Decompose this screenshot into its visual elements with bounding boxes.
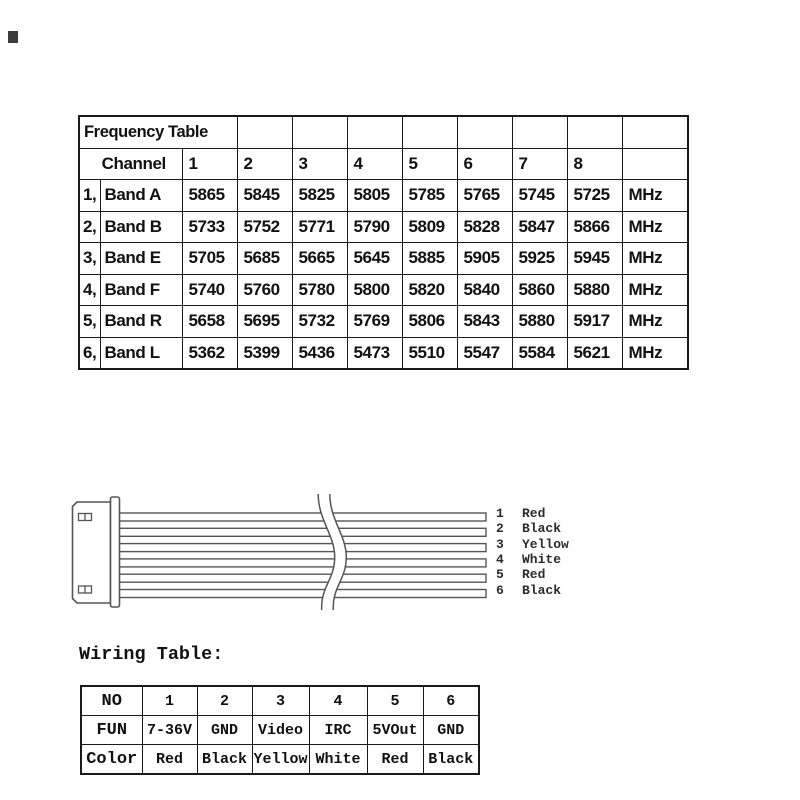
wire-number: 4 (496, 551, 504, 567)
freq-cell: 5905 (457, 243, 512, 275)
wiring-cell: Black (197, 745, 252, 775)
freq-cell: 5828 (457, 211, 512, 243)
wiring-cell: Red (142, 745, 197, 775)
wiring-cell: Video (252, 716, 309, 745)
freq-cell: 5658 (182, 306, 237, 338)
empty-cell (347, 116, 402, 148)
channel-number-cell: 2 (237, 148, 292, 180)
wiring-table-title: Wiring Table: (79, 644, 224, 665)
wiring-cell: 2 (197, 686, 252, 716)
channel-number-cell: 5 (402, 148, 457, 180)
wiring-cell: IRC (309, 716, 367, 745)
wiring-cell: 7-36V (142, 716, 197, 745)
empty-cell (237, 116, 292, 148)
row-number-cell: 3, (79, 243, 100, 275)
freq-cell: 5865 (182, 180, 237, 212)
table-row (79, 337, 688, 369)
freq-cell: 5880 (512, 306, 567, 338)
freq-cell: 5695 (237, 306, 292, 338)
channel-number-cell: 3 (292, 148, 347, 180)
frequency-table-title: Frequency Table (79, 116, 237, 148)
channel-header: Channel (79, 148, 182, 180)
channel-number-cell: 8 (567, 148, 622, 180)
wire-line (115, 559, 486, 567)
band-name-cell: Band B (100, 211, 182, 243)
connector-hole (79, 514, 92, 521)
wire-line (115, 528, 486, 536)
freq-cell: 5843 (457, 306, 512, 338)
wiring-cell: White (309, 745, 367, 775)
wiring-cell: 6 (423, 686, 479, 716)
wire-label (494, 583, 561, 597)
band-name-cell: Band E (100, 243, 182, 275)
connector-flange (111, 497, 120, 607)
freq-cell: 5809 (402, 211, 457, 243)
wiring-cell: 3 (252, 686, 309, 716)
freq-cell: 5860 (512, 274, 567, 306)
freq-cell: 5866 (567, 211, 622, 243)
cable-diagram (60, 480, 490, 620)
wiring-cell: GND (197, 716, 252, 745)
freq-cell: 5806 (402, 306, 457, 338)
empty-cell (457, 116, 512, 148)
table-row (79, 180, 688, 212)
wire-label (494, 552, 561, 566)
table-row (79, 148, 688, 180)
freq-cell: 5769 (347, 306, 402, 338)
wire-label (494, 521, 561, 535)
freq-cell: 5785 (402, 180, 457, 212)
unit-cell: MHz (622, 337, 688, 369)
row-number-cell: 5, (79, 306, 100, 338)
unit-cell: MHz (622, 211, 688, 243)
corner-artifact (8, 31, 18, 43)
freq-cell: 5725 (567, 180, 622, 212)
freq-cell: 5790 (347, 211, 402, 243)
table-row (79, 116, 688, 148)
wiring-cell: GND (423, 716, 479, 745)
freq-cell: 5473 (347, 337, 402, 369)
wiring-row-label: FUN (81, 716, 142, 745)
freq-cell: 5685 (237, 243, 292, 275)
freq-cell: 5621 (567, 337, 622, 369)
row-number-cell: 4, (79, 274, 100, 306)
empty-cell (402, 116, 457, 148)
band-name-cell: Band A (100, 180, 182, 212)
wiring-cell: 5 (367, 686, 423, 716)
band-name-cell: Band R (100, 306, 182, 338)
row-number-cell: 2, (79, 211, 100, 243)
wire-label (494, 567, 545, 581)
connector-hole (79, 586, 92, 593)
freq-cell: 5733 (182, 211, 237, 243)
wire-line (115, 590, 486, 598)
wire-color: Yellow (522, 536, 569, 552)
band-name-cell: Band L (100, 337, 182, 369)
unit-cell: MHz (622, 180, 688, 212)
freq-cell: 5436 (292, 337, 347, 369)
freq-cell: 5399 (237, 337, 292, 369)
table-row (79, 274, 688, 306)
wire-line (115, 544, 486, 552)
freq-cell: 5745 (512, 180, 567, 212)
wiring-table (80, 685, 480, 775)
row-number-cell: 6, (79, 337, 100, 369)
unit-cell: MHz (622, 274, 688, 306)
freq-cell: 5752 (237, 211, 292, 243)
freq-cell: 5825 (292, 180, 347, 212)
wire-label (494, 506, 545, 520)
wire-color: Red (522, 505, 546, 521)
freq-cell: 5840 (457, 274, 512, 306)
wire-line (115, 574, 486, 582)
empty-cell (567, 116, 622, 148)
freq-cell: 5771 (292, 211, 347, 243)
freq-cell: 5705 (182, 243, 237, 275)
freq-cell: 5805 (347, 180, 402, 212)
empty-cell (292, 116, 347, 148)
freq-cell: 5584 (512, 337, 567, 369)
unit-cell: MHz (622, 306, 688, 338)
wire-number: 1 (496, 505, 504, 521)
wire-color: Black (522, 520, 562, 536)
table-row (81, 686, 479, 716)
freq-cell: 5665 (292, 243, 347, 275)
freq-cell: 5780 (292, 274, 347, 306)
freq-cell: 5847 (512, 211, 567, 243)
wire-line (115, 513, 486, 521)
wire-color: Black (522, 582, 562, 598)
table-row (81, 745, 479, 775)
freq-cell: 5510 (402, 337, 457, 369)
wiring-cell: 4 (309, 686, 367, 716)
wiring-cell: Black (423, 745, 479, 775)
table-row (81, 716, 479, 745)
band-name-cell: Band F (100, 274, 182, 306)
wiring-row-label: NO (81, 686, 142, 716)
wire-number: 5 (496, 566, 504, 582)
wire-color: Red (522, 566, 546, 582)
unit-cell: MHz (622, 243, 688, 275)
freq-cell: 5547 (457, 337, 512, 369)
freq-cell: 5925 (512, 243, 567, 275)
channel-number-cell: 4 (347, 148, 402, 180)
cable-drawing (73, 494, 487, 610)
table-row (79, 243, 688, 275)
frequency-table (78, 115, 689, 370)
wiring-cell: Yellow (252, 745, 309, 775)
empty-cell (622, 116, 688, 148)
freq-cell: 5765 (457, 180, 512, 212)
wire-number: 6 (496, 582, 504, 598)
wire-color: White (522, 551, 562, 567)
freq-cell: 5945 (567, 243, 622, 275)
freq-cell: 5885 (402, 243, 457, 275)
freq-cell: 5917 (567, 306, 622, 338)
freq-cell: 5760 (237, 274, 292, 306)
wiring-cell: 5VOut (367, 716, 423, 745)
table-row (79, 306, 688, 338)
wiring-row-label: Color (81, 745, 142, 775)
wiring-cell: 1 (142, 686, 197, 716)
freq-cell: 5740 (182, 274, 237, 306)
empty-cell (512, 116, 567, 148)
row-number-cell: 1, (79, 180, 100, 212)
freq-cell: 5880 (567, 274, 622, 306)
freq-cell: 5645 (347, 243, 402, 275)
empty-cell (622, 148, 688, 180)
freq-cell: 5732 (292, 306, 347, 338)
wiring-cell: Red (367, 745, 423, 775)
wire-number: 3 (496, 536, 504, 552)
channel-number-cell: 7 (512, 148, 567, 180)
freq-cell: 5820 (402, 274, 457, 306)
table-row (79, 211, 688, 243)
channel-number-cell: 1 (182, 148, 237, 180)
freq-cell: 5362 (182, 337, 237, 369)
wire-number: 2 (496, 520, 504, 536)
freq-cell: 5845 (237, 180, 292, 212)
freq-cell: 5800 (347, 274, 402, 306)
wire-label (494, 537, 569, 551)
channel-number-cell: 6 (457, 148, 512, 180)
